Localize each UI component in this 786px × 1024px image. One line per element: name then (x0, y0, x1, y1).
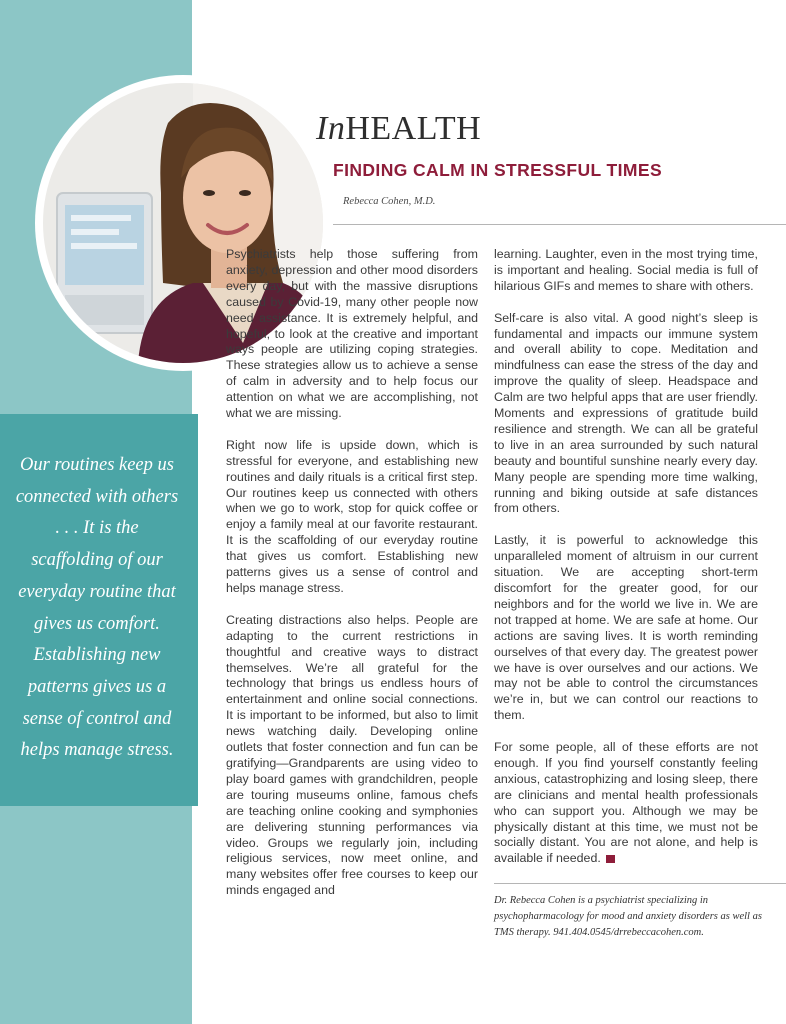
paragraph: Creating distractions also helps. People are adapting to the current restrictions in thoughtful and creative ways to distract themselves. We’re all grateful for the technology that brings us endless hours of entertainment and online social connections. It is important to be informed, but also to limit news watching daily. Developing online outlets that foster connection and fun can be gratifying—Grandparents are using video to play board games with grandchildren, people are touring museums online, famous chefs are teaching online cooking and symphonies are delivering stunning performances via video. Groups we regularly join, including religious services, now meet online, and many websites offer free courses to keep our minds engaged and (226, 612, 478, 898)
paragraph: learning. Laughter, even in the most trying time, is important and healing. Social media is full of hilarious GIFs and memes to share with others. (494, 247, 758, 293)
article-column-right (494, 247, 758, 867)
section-header (316, 110, 481, 148)
paragraph: Lastly, it is powerful to acknowledge this unparalleled moment of altruism in our current situation. We are accepting short-term discomfort for the greater good, for our neighbors and for the world we live in. We are not trapped at home. We are safe at home. Our actions are saving lives. It is worth reminding ourselves of that every day. The greatest power we have is over ourselves and our actions. We may not be able to control the circumstances we’re in, but we can control our reactions to them. (494, 533, 758, 723)
pull-quote: Our routines keep us connected with others . . . It is the scaffolding of our everyday routine that gives us comfort. Establishing new patterns gives us a sense of control and helps manage stress. (15, 455, 179, 761)
paragraph (226, 247, 478, 422)
bio-divider (494, 883, 786, 884)
article-title: FINDING CALM IN STRESSFUL TIMES (333, 160, 663, 180)
end-mark-icon (606, 855, 615, 863)
paragraph-text: It is extremely helpful, and hopeful, to look at the creative and important ways people are utilizing coping strategies. These strategies allow us to achieve a sense of calm in adversity and to help focus our attention on what we are accomplishing, not what we are missing. (226, 310, 478, 421)
intro-text: Psychiatrists help those suffering from anxiety, depression and other mood disorders every day, but with the massive disruptions caused by Covid-19, many other people now need assistance. (226, 247, 478, 325)
article-column-left (226, 247, 478, 899)
section-header-in: In (316, 110, 346, 147)
paragraph-text: For some people, all of these efforts are not enough. If you find yourself constantly feeling anxious, catastrophizing and losing sleep, there are clinicians and mental health professionals who can support you. Although we may be physically distant at this time, we must not be socially distant. You are not alone, and help is available if needed. (494, 740, 758, 866)
paragraph: Right now life is upside down, which is stressful for everyone, and establishing new routines and daily rituals is a critical first step. Our routines keep us connected with others when we go to work, stop for quick coffee or enjoy a family meal at our favorite restaurant. It is the scaffolding of our everyday routine that gives us comfort. Establishing new patterns gives us a sense of control and helps manage stress. (226, 437, 478, 596)
paragraph-final (494, 740, 758, 867)
paragraph: Self-care is also vital. A good night’s sleep is fundamental and impacts our immune system and overall ability to cope. Meditation and mindfulness can ease the stress of the day and improve the quality of sleep. Headspace and Calm are two helpful apps that are user friendly. Moments and expressions of gratitude build resilience and strength. We can all be grateful to live in an area surrounded by such natural beauty and bountiful sunshine nearly every day. Many people are spending more time walking, running and biking outside at safe distances from others. (494, 310, 758, 516)
author-bio: Dr. Rebecca Cohen is a psychiatrist specializing in psychopharmacology for mood and anxiety disorders as well as TMS therapy. 941.404.0545/drrebeccacohen.com. (494, 895, 762, 938)
title-divider (333, 224, 786, 225)
section-header-health: HEALTH (345, 110, 482, 147)
byline: Rebecca Cohen, M.D. (343, 196, 436, 207)
